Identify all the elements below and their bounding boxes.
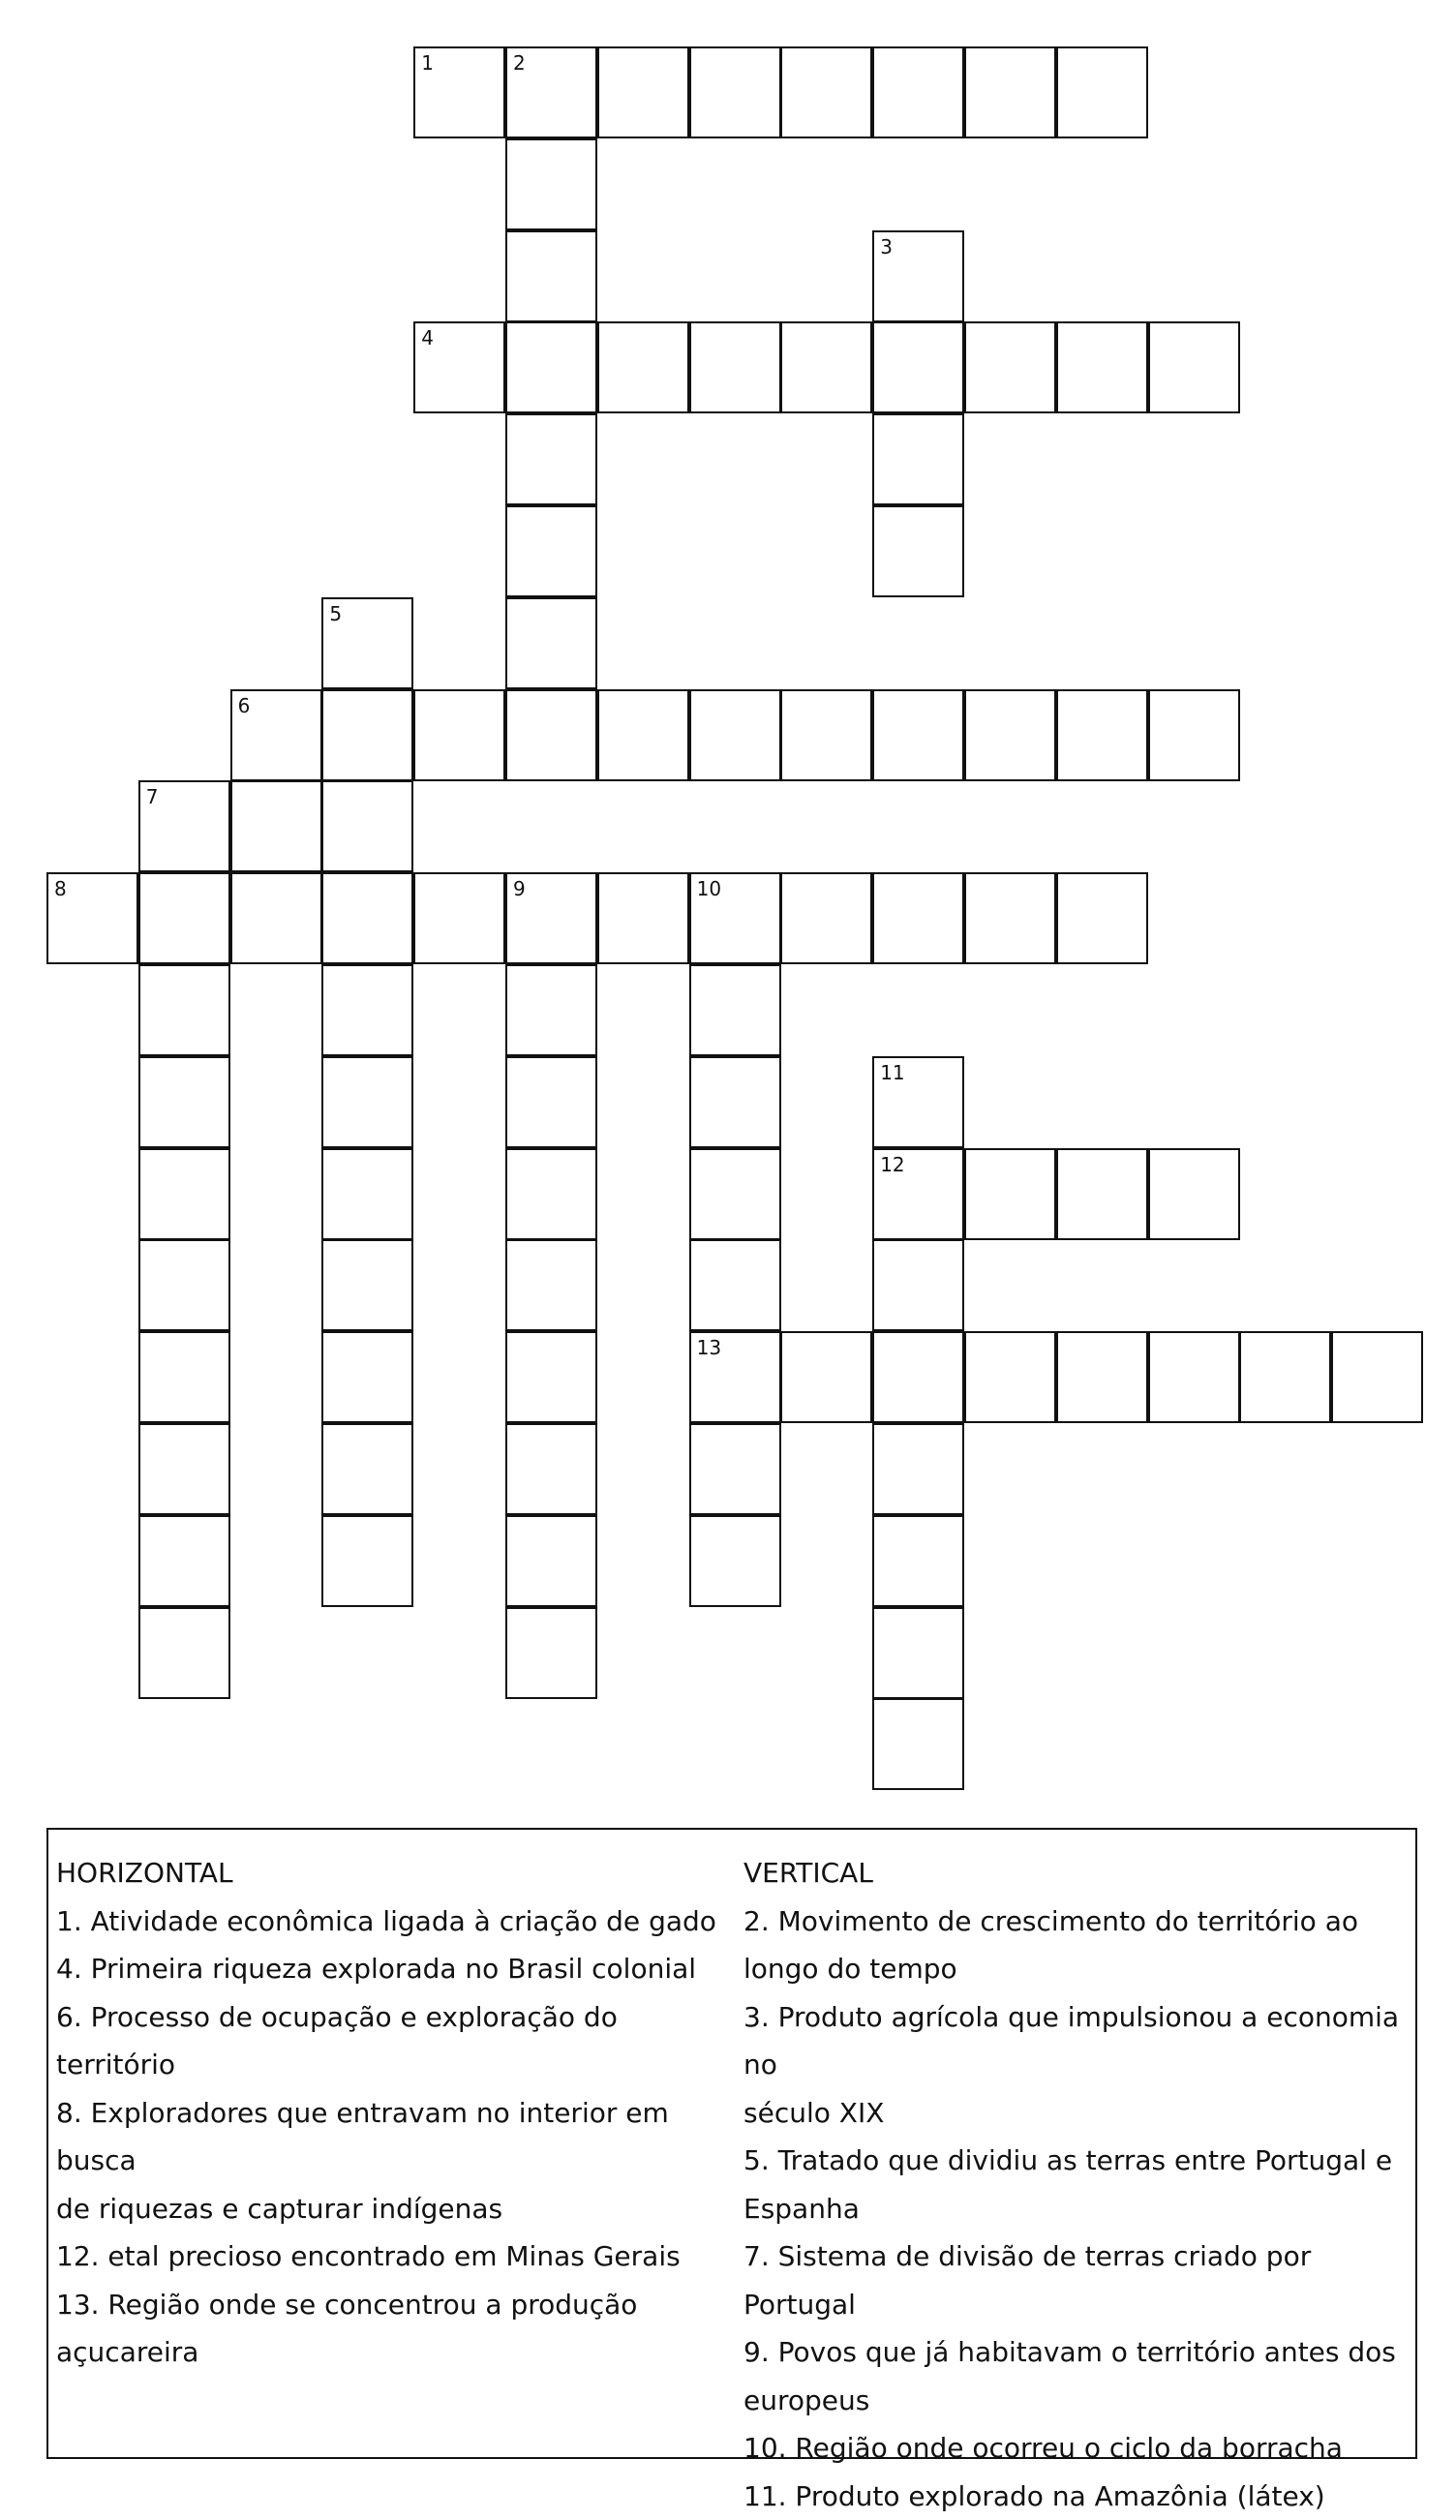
clue-line: europeus — [743, 2377, 1411, 2425]
clue-number: 3 — [880, 236, 893, 258]
crossword-cell[interactable] — [964, 872, 1056, 964]
crossword-cell[interactable] — [413, 872, 505, 964]
clue-number: 12 — [880, 1154, 904, 1175]
crossword-cell[interactable] — [413, 689, 505, 781]
clue-line: 1. Atividade econômica ligada à criação de gado — [56, 1898, 734, 1946]
clue-number: 10 — [697, 878, 721, 899]
clues-box — [46, 1828, 1417, 2459]
crossword-cell[interactable] — [321, 780, 413, 872]
crossword-cell[interactable] — [138, 872, 230, 964]
crossword-cell[interactable] — [872, 321, 964, 413]
clue-number: 9 — [513, 878, 526, 899]
crossword-cell[interactable] — [505, 46, 597, 138]
crossword-cell[interactable] — [872, 1056, 964, 1148]
crossword-cell[interactable] — [138, 1331, 230, 1423]
crossword-cell[interactable] — [138, 1423, 230, 1515]
horizontal-heading: HORIZONTAL — [56, 1849, 734, 1898]
crossword-cell[interactable] — [964, 1148, 1056, 1240]
crossword-cell[interactable] — [689, 964, 781, 1056]
crossword-cell[interactable] — [872, 1331, 964, 1423]
clue-line: longo do tempo — [743, 1945, 1411, 1993]
clue-line: 6. Processo de ocupação e exploração do território — [56, 1993, 734, 2089]
clue-line: 12. etal precioso encontrado em Minas Gerais — [56, 2232, 734, 2281]
clue-line: 9. Povos que já habitavam o território antes dos — [743, 2328, 1411, 2377]
crossword-cell[interactable] — [138, 1607, 230, 1699]
crossword-cell[interactable] — [505, 964, 597, 1056]
crossword-cell[interactable] — [872, 1515, 964, 1607]
crossword-cell[interactable] — [1148, 1331, 1240, 1423]
clue-number: 7 — [146, 786, 159, 807]
crossword-cell[interactable] — [138, 1239, 230, 1331]
crossword-cell[interactable] — [321, 1515, 413, 1607]
crossword-cell[interactable] — [1148, 1148, 1240, 1240]
clue-number: 5 — [329, 603, 342, 624]
crossword-cell[interactable] — [689, 872, 781, 964]
clue-number: 8 — [54, 878, 67, 899]
crossword-cell[interactable] — [1331, 1331, 1423, 1423]
crossword-cell[interactable] — [780, 46, 872, 138]
crossword-cell[interactable] — [1056, 689, 1148, 781]
clue-number: 13 — [697, 1337, 721, 1358]
crossword-cell[interactable] — [505, 1056, 597, 1148]
crossword-cell[interactable] — [505, 1239, 597, 1331]
crossword-cell[interactable] — [138, 1148, 230, 1240]
crossword-cell[interactable] — [321, 872, 413, 964]
crossword-cell[interactable] — [505, 505, 597, 597]
crossword-cell[interactable] — [321, 1239, 413, 1331]
crossword-cell[interactable] — [1056, 321, 1148, 413]
crossword-cell[interactable] — [780, 321, 872, 413]
crossword-cell[interactable] — [689, 1239, 781, 1331]
crossword-cell[interactable] — [505, 872, 597, 964]
crossword-cell[interactable] — [505, 597, 597, 689]
crossword-cell[interactable] — [872, 1423, 964, 1515]
clue-number: 1 — [421, 52, 434, 74]
clue-number: 6 — [238, 695, 251, 716]
crossword-cell[interactable] — [872, 1148, 964, 1240]
crossword-cell[interactable] — [1148, 689, 1240, 781]
crossword-cell[interactable] — [689, 1331, 781, 1423]
crossword-cell[interactable] — [321, 964, 413, 1056]
crossword-cell[interactable] — [689, 1148, 781, 1240]
crossword-cell[interactable] — [230, 872, 322, 964]
crossword-cell[interactable] — [505, 138, 597, 230]
crossword-cell[interactable] — [964, 689, 1056, 781]
crossword-cell[interactable] — [872, 872, 964, 964]
clue-line: de riquezas e capturar indígenas — [56, 2185, 734, 2233]
crossword-cell[interactable] — [413, 46, 505, 138]
clue-line: 3. Produto agrícola que impulsionou a economia no — [743, 1993, 1411, 2089]
crossword-cell[interactable] — [689, 1056, 781, 1148]
clue-line: 8. Exploradores que entravam no interior em busca — [56, 2089, 734, 2185]
clue-line: século XIX — [743, 2089, 1411, 2138]
crossword-cell[interactable] — [505, 1607, 597, 1699]
crossword-cell[interactable] — [413, 321, 505, 413]
clue-line: 4. Primeira riqueza explorada no Brasil colonial — [56, 1945, 734, 1993]
crossword-cell[interactable] — [138, 1515, 230, 1607]
crossword-cell[interactable] — [321, 689, 413, 781]
crossword-cell[interactable] — [872, 1239, 964, 1331]
crossword-cell[interactable] — [505, 1515, 597, 1607]
crossword-cell[interactable] — [1148, 321, 1240, 413]
crossword-cell[interactable] — [138, 780, 230, 872]
crossword-cell[interactable] — [964, 46, 1056, 138]
crossword-cell[interactable] — [321, 1148, 413, 1240]
crossword-cell[interactable] — [780, 689, 872, 781]
horizontal-clues — [56, 1849, 734, 2377]
crossword-cell[interactable] — [1056, 46, 1148, 138]
crossword-cell[interactable] — [138, 964, 230, 1056]
crossword-cell[interactable] — [872, 1698, 964, 1790]
crossword-cell[interactable] — [505, 413, 597, 505]
crossword-cell[interactable] — [321, 1331, 413, 1423]
crossword-cell[interactable] — [780, 872, 872, 964]
clue-line: 10. Região onde ocorreu o ciclo da borracha — [743, 2424, 1411, 2473]
crossword-cell[interactable] — [872, 46, 964, 138]
crossword-cell[interactable] — [505, 1331, 597, 1423]
crossword-cell[interactable] — [872, 413, 964, 505]
crossword-cell[interactable] — [689, 321, 781, 413]
crossword-cell[interactable] — [872, 1607, 964, 1699]
crossword-cell[interactable] — [230, 780, 322, 872]
crossword-cell[interactable] — [1056, 1331, 1148, 1423]
crossword-cell[interactable] — [689, 1423, 781, 1515]
clue-number: 2 — [513, 52, 526, 74]
crossword-cell[interactable] — [689, 689, 781, 781]
crossword-cell[interactable] — [964, 321, 1056, 413]
crossword-cell[interactable] — [1056, 872, 1148, 964]
crossword-cell[interactable] — [689, 1515, 781, 1607]
crossword-cell[interactable] — [321, 597, 413, 689]
crossword-cell[interactable] — [964, 1331, 1056, 1423]
crossword-cell[interactable] — [597, 321, 689, 413]
crossword-cell[interactable] — [1056, 1148, 1148, 1240]
clue-line: 5. Tratado que dividiu as terras entre Portugal e — [743, 2137, 1411, 2185]
crossword-cell[interactable] — [872, 230, 964, 322]
clue-line: 2. Movimento de crescimento do território ao — [743, 1898, 1411, 1946]
crossword-cell[interactable] — [505, 1148, 597, 1240]
crossword-cell[interactable] — [780, 1331, 872, 1423]
crossword-cell[interactable] — [597, 46, 689, 138]
crossword-cell[interactable] — [321, 1056, 413, 1148]
crossword-cell[interactable] — [1239, 1331, 1331, 1423]
vertical-clues — [743, 1849, 1411, 2520]
clue-number: 11 — [880, 1062, 904, 1083]
clue-line: açucareira — [56, 2328, 734, 2377]
crossword-cell[interactable] — [689, 46, 781, 138]
crossword-cell[interactable] — [230, 689, 322, 781]
clue-line: Espanha — [743, 2185, 1411, 2233]
clue-line: 7. Sistema de divisão de terras criado por Portugal — [743, 2232, 1411, 2328]
crossword-cell[interactable] — [505, 1423, 597, 1515]
crossword-cell[interactable] — [46, 872, 138, 964]
clue-line: 11. Produto explorado na Amazônia (látex) — [743, 2473, 1411, 2520]
crossword-cell[interactable] — [872, 689, 964, 781]
vertical-heading: VERTICAL — [743, 1849, 1411, 1898]
crossword-cell[interactable] — [505, 321, 597, 413]
clue-number: 4 — [421, 327, 434, 349]
crossword-cell[interactable] — [597, 689, 689, 781]
crossword-cell[interactable] — [505, 689, 597, 781]
clue-line: 13. Região onde se concentrou a produção — [56, 2281, 734, 2329]
crossword-cell[interactable] — [505, 230, 597, 322]
crossword-cell[interactable] — [872, 505, 964, 597]
crossword-cell[interactable] — [138, 1056, 230, 1148]
crossword-cell[interactable] — [321, 1423, 413, 1515]
crossword-cell[interactable] — [597, 872, 689, 964]
